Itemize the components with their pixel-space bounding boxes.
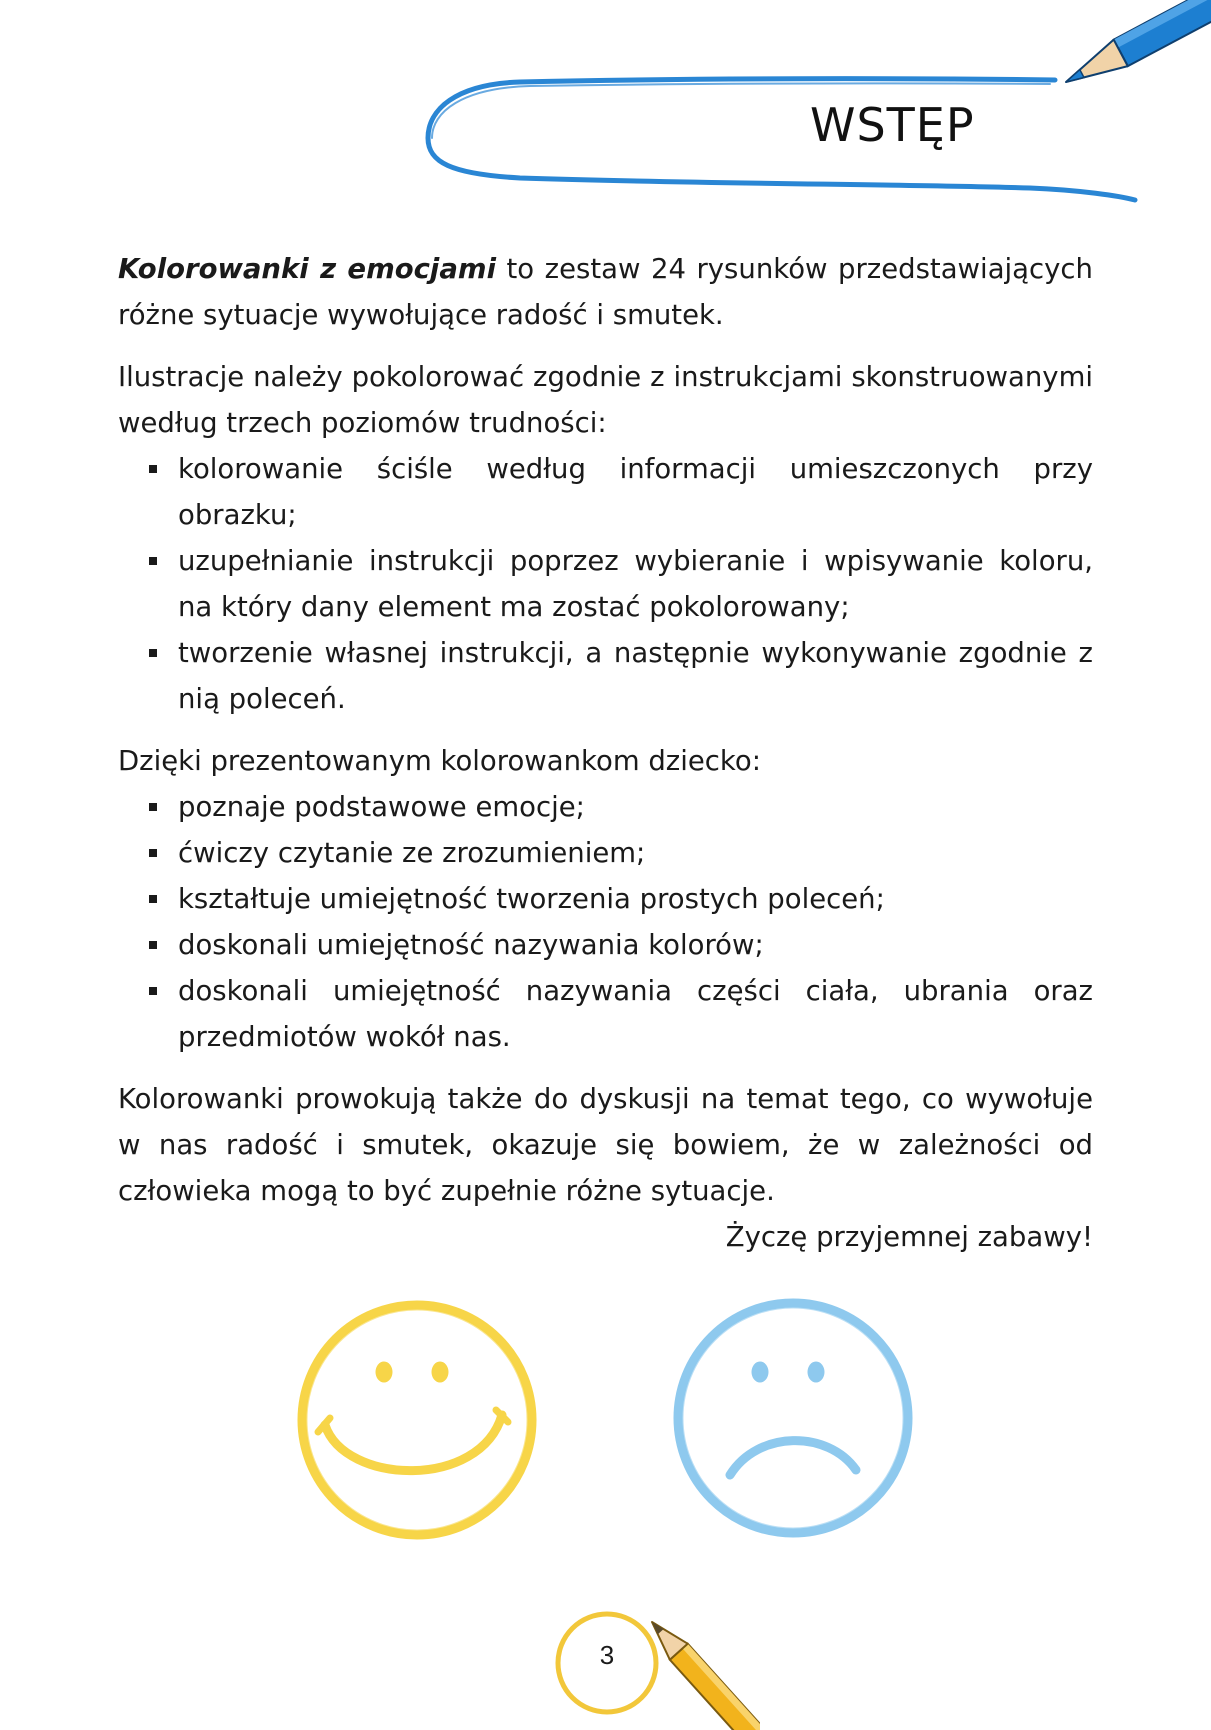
benefits-list [118,784,1093,1060]
intro-rest: to zestaw 24 rysunków przedstawiających różne sytuacje wywołujące radość i smutek. [118,253,1093,331]
list-item: doskonali umiejętność nazywania części ciała, ubrania oraz przedmiotów wokół nas. [178,968,1093,1060]
list-item: tworzenie własnej instrukcji, a następnie wykonywanie zgodnie z nią poleceń. [178,630,1093,722]
blue-pencil-icon [1059,0,1211,95]
smiley-face-icon [302,1305,532,1535]
instructions-list [118,446,1093,722]
page-content [118,246,1093,1260]
page-number: 3 [599,1640,615,1670]
intro-paragraph [118,246,1093,338]
yellow-pencil-icon [643,1614,760,1730]
list-item: uzupełnianie instrukcji poprzez wybieranie i wpisywanie koloru, na który dany element ma zostać pokolorowany; [178,538,1093,630]
discussion-paragraph: Kolorowanki prowokują także do dyskusji na temat tego, co wywołuje w nas radość i smutek, okazuje się bowiem, że w zależności od człowieka mogą to być zupełnie różne sytuacje. [118,1083,1093,1207]
header-bracket-stroke [428,79,1135,200]
benefits-paragraph: Dzięki prezentowanym kolorowankom dziecko: [118,745,761,777]
list-item: kształtuje umiejętność tworzenia prostych poleceń; [178,876,1093,922]
header-decoration [0,0,1211,230]
list-item: kolorowanie ściśle według informacji umieszczonych przy obrazku; [178,446,1093,538]
list-item: poznaje podstawowe emocje; [178,784,1093,830]
closing-line: Życzę przyjemnej zabawy! [725,1221,1093,1253]
sad-face-icon [678,1303,908,1533]
intro-lead: Kolorowanki z emocjami [118,253,496,285]
list-item: ćwiczy czytanie ze zrozumieniem; [178,830,1093,876]
instructions-paragraph: Ilustracje należy pokolorować zgodnie z instrukcjami skonstruowanymi według trzech poziomów trudności: [118,361,1093,439]
faces-illustration [290,1290,930,1550]
page-number-decoration [540,1600,760,1730]
list-item: doskonali umiejętność nazywania kolorów; [178,922,1093,968]
page-title: WSTĘP [810,98,975,152]
